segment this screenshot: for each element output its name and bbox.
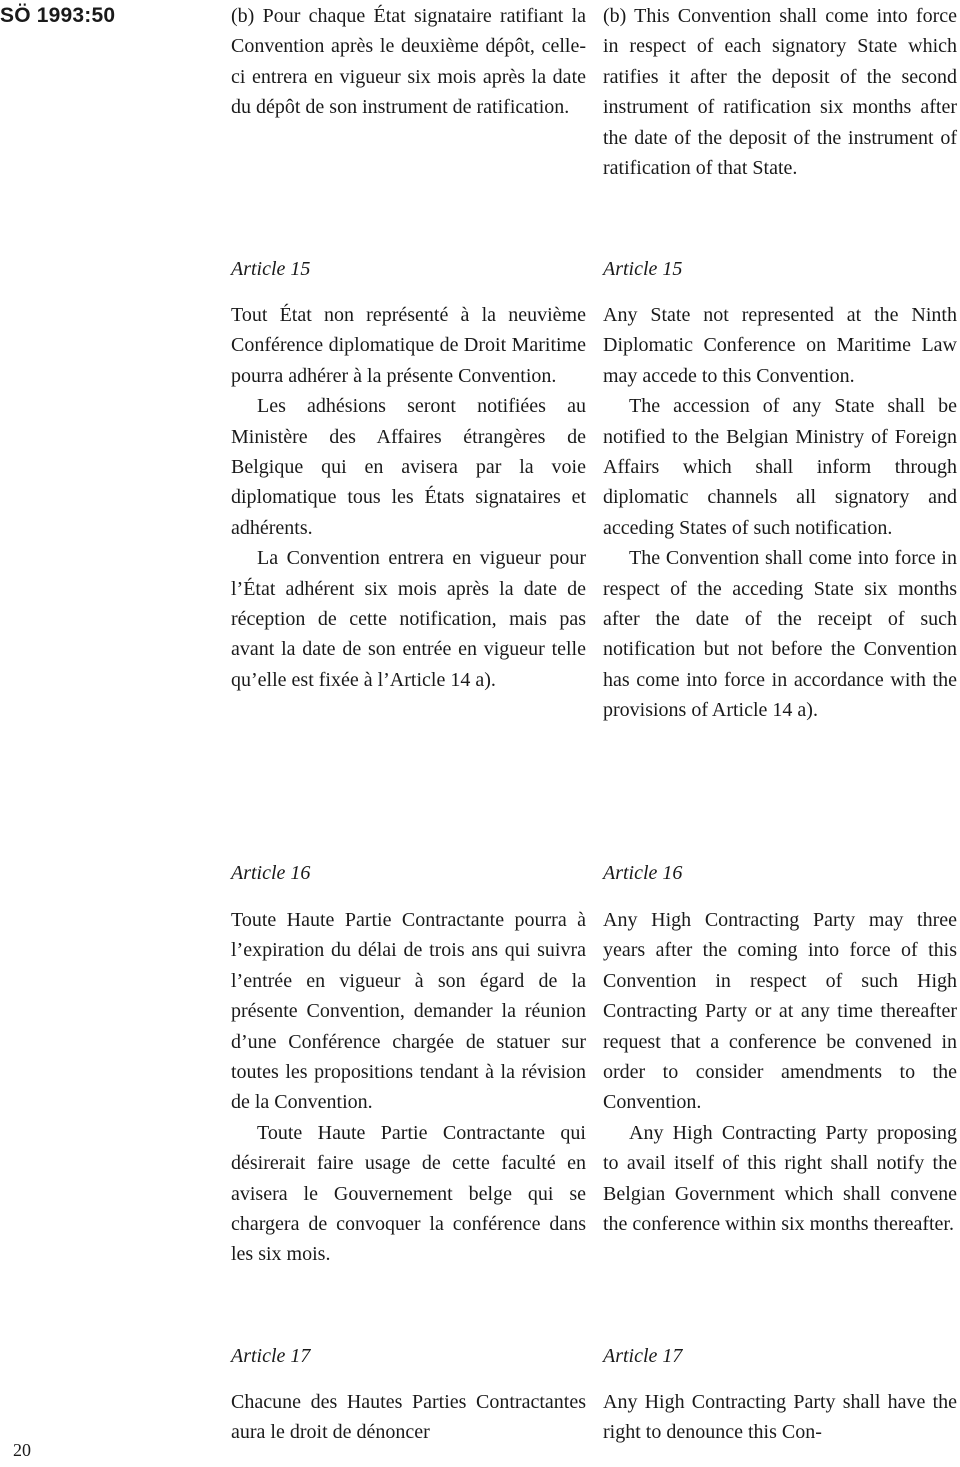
article-16-fr-text [231, 905, 586, 1270]
intro-fr-paragraph: (b) Pour chaque État signataire ratifiant la Convention après le deuxième dépôt, celle-ci entrera en vigueur six mois après la date du dépôt de son instrument de ratification. [231, 5, 586, 119]
article-15-en-title: Article 15 [603, 258, 683, 280]
article-17-en-paragraph-1: Any High Contracting Party shall have the right to denounce this Con- [603, 1391, 957, 1444]
article-15-en-paragraph-3: The Convention shall come into force in respect of the acceding State six months after the date of the receipt of such notification but not before the Convention has come into force in accordance with the provisions of Article 14 a). [603, 547, 957, 722]
article-17-en-title: Article 17 [603, 1345, 683, 1367]
article-16-fr-paragraph-1: Toute Haute Partie Contractante pourra à l’expiration du délai de trois ans qui suivra l’entrée en vigueur à son égard de la présente Convention, demander la réunion d’une Conférence chargée de statuer sur toutes les propositions tendant à la révision de la Convention. [231, 909, 586, 1114]
article-16-en-paragraph-2: Any High Contracting Party proposing to avail itself of this right shall notify the Belgian Government which shall convene the conference within six months thereafter. [603, 1121, 957, 1236]
article-17-fr-text [231, 1387, 586, 1448]
article-16-fr-title: Article 16 [231, 862, 311, 884]
intro-en-paragraph: (b) This Convention shall come into force in respect of each signatory State which ratifies it after the deposit of the second instrument of ratification six months after the date of the deposit of the instrument of ratification of that State. [603, 5, 957, 180]
article-15-en-paragraph-2: The accession of any State shall be notified to the Belgian Ministry of Foreign Affairs which shall inform through diplomatic channels all signatory and acceding States of such notification. [603, 395, 957, 539]
article-15-fr-paragraph-2: Les adhésions seront notifiées au Ministère des Affaires étrangères de Belgique qui en avisera par la voie diplomatique tous les États signataires et adhérents. [231, 395, 586, 539]
intro-en-column [603, 1, 957, 183]
article-16-en-text [603, 905, 957, 1239]
article-17-fr-paragraph-1: Chacune des Hautes Parties Contractantes aura le droit de dénoncer [231, 1391, 586, 1444]
article-15-en-paragraph-1: Any State not represented at the Ninth Diplomatic Conference on Maritime Law may accede to this Convention. [603, 304, 957, 387]
article-15-fr-text [231, 300, 586, 695]
article-15-fr-paragraph-3: La Convention entrera en vigueur pour l’État adhérent six mois après la date de réception de cette notification, mais pas avant la date de son entrée en vigueur telle qu’elle est fixée à l’Article 14 a). [231, 547, 586, 691]
article-17-fr-title: Article 17 [231, 1345, 311, 1367]
article-17-en-text [603, 1387, 957, 1448]
article-15-fr-title: Article 15 [231, 258, 311, 280]
article-16-en-paragraph-1: Any High Contracting Party may three years after the coming into force of this Convention in respect of such High Contracting Party or at any time thereafter request that a conference be convened in order to consider amendments to the Convention. [603, 909, 957, 1114]
page-number: 20 [13, 1440, 31, 1460]
article-15-fr-paragraph-1: Tout État non représenté à la neuvième Conférence diplomatique de Droit Maritime pourra adhérer à la présente Convention. [231, 304, 586, 387]
document-reference: SÖ 1993:50 [0, 4, 116, 27]
article-16-fr-paragraph-2: Toute Haute Partie Contractante qui désirerait faire usage de cette faculté en avisera le Gouvernement belge qui se chargera de convoquer la conférence dans les six mois. [231, 1121, 586, 1266]
intro-fr-column [231, 1, 586, 123]
article-15-en-text [603, 300, 957, 726]
article-16-en-title: Article 16 [603, 862, 683, 884]
